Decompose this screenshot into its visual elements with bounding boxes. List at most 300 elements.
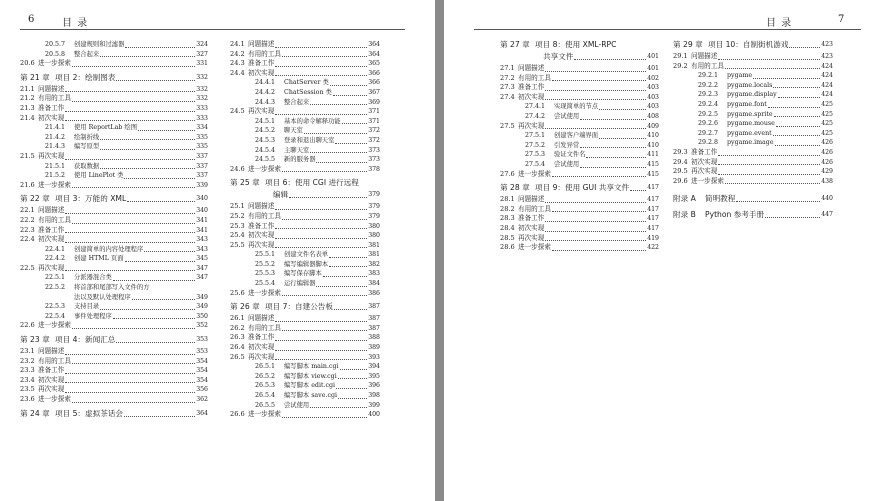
toc-entry-title: 创建规则和过滤器 xyxy=(74,41,125,48)
toc-subsection-entry[interactable] xyxy=(673,110,833,120)
toc-page-number: 426 xyxy=(821,139,833,147)
toc-entry-title: 编写脚本 main.cgi xyxy=(284,363,339,371)
toc-entry-title: 项目 3：万能的 XML xyxy=(55,194,127,204)
toc-section-entry[interactable] xyxy=(20,114,208,124)
dot-leader xyxy=(116,80,195,81)
toc-section-entry[interactable] xyxy=(673,148,833,158)
toc-subsection-entry[interactable] xyxy=(230,372,380,382)
dot-leader xyxy=(282,330,367,331)
toc-subsection-entry[interactable] xyxy=(500,112,659,122)
toc-subsection-entry[interactable] xyxy=(673,100,833,110)
toc-subsection-entry[interactable] xyxy=(230,362,380,372)
toc-subsection-entry[interactable] xyxy=(20,50,208,60)
toc-subsection-entry[interactable] xyxy=(230,126,380,136)
toc-entry-title: 引发异常 xyxy=(554,141,580,149)
toc-entry-number: 28.3 xyxy=(500,214,515,223)
dot-leader xyxy=(310,407,367,408)
toc-subsection-entry[interactable] xyxy=(673,129,833,139)
toc-subsection-entry[interactable] xyxy=(230,250,380,260)
toc-section-entry[interactable] xyxy=(20,85,208,95)
toc-entry-title: 初次实现 xyxy=(248,68,275,77)
toc-page-number: 388 xyxy=(368,334,380,342)
dot-leader xyxy=(65,382,195,383)
toc-entry-number: 25.5 xyxy=(230,240,245,249)
toc-subsection-entry[interactable] xyxy=(673,71,833,81)
toc-section-entry[interactable] xyxy=(230,165,380,175)
toc-page-number: 386 xyxy=(368,289,380,297)
toc-subsection-entry[interactable] xyxy=(20,312,208,322)
dot-leader xyxy=(725,183,820,184)
toc-page-number: 335 xyxy=(196,143,208,151)
toc-section-entry[interactable] xyxy=(500,93,659,103)
toc-subsection-entry[interactable] xyxy=(20,162,208,172)
dot-leader xyxy=(65,120,195,121)
dot-leader xyxy=(275,47,367,48)
toc-subsection-entry[interactable] xyxy=(500,150,659,160)
toc-section-entry[interactable] xyxy=(20,264,208,274)
toc-entry-title: 再次实现 xyxy=(518,233,545,242)
toc-page-number: 366 xyxy=(368,69,380,77)
right-page xyxy=(444,0,879,501)
toc-page-number: 396 xyxy=(368,382,380,390)
toc-page-number: 383 xyxy=(368,270,380,278)
toc-page-number: 333 xyxy=(196,104,208,112)
toc-section-entry[interactable] xyxy=(673,167,833,177)
dot-leader xyxy=(275,75,367,76)
toc-subsection-entry[interactable] xyxy=(230,78,380,88)
toc-subsection-entry[interactable] xyxy=(230,391,380,401)
toc-entry-title: Python 参考手册 xyxy=(705,210,765,220)
toc-section-entry[interactable] xyxy=(230,50,380,60)
toc-entry-number: 29.2.7 xyxy=(698,129,719,137)
dot-leader xyxy=(774,116,821,117)
toc-page-number: 403 xyxy=(647,93,659,101)
toc-entry-number: 29.6 xyxy=(673,176,688,185)
toc-entry-title: 再次实现 xyxy=(691,167,718,176)
toc-page-number: 393 xyxy=(368,353,380,361)
toc-section-entry[interactable] xyxy=(500,224,659,234)
toc-page-number: 337 xyxy=(196,162,208,170)
toc-section-entry[interactable] xyxy=(673,62,833,72)
toc-page-number: 331 xyxy=(196,60,208,68)
toc-page-number: 389 xyxy=(368,344,380,352)
toc-subsection-entry[interactable] xyxy=(230,381,380,391)
toc-section-entry[interactable] xyxy=(20,206,208,216)
toc-section-entry[interactable] xyxy=(230,314,380,324)
dot-leader xyxy=(113,318,195,319)
dot-leader xyxy=(275,340,367,341)
toc-subsection-entry[interactable] xyxy=(673,138,833,148)
toc-section-entry[interactable] xyxy=(500,64,659,74)
toc-entry-title: 再次实现 xyxy=(248,240,275,249)
dot-leader xyxy=(65,91,195,92)
toc-entry-number: 29.2.4 xyxy=(698,100,719,108)
toc-entry-number: 第 29 章 xyxy=(673,40,703,49)
toc-chapter-continuation[interactable] xyxy=(500,52,659,62)
toc-page-number: 440 xyxy=(821,195,833,203)
toc-subsection-entry[interactable] xyxy=(20,283,208,293)
toc-page-number: 403 xyxy=(647,103,659,111)
toc-subsection-entry[interactable] xyxy=(20,40,208,50)
dot-leader xyxy=(65,232,195,233)
toc-subsection-entry[interactable] xyxy=(20,123,208,133)
toc-subsection-entry[interactable] xyxy=(20,133,208,143)
dot-leader xyxy=(282,295,367,296)
dot-leader xyxy=(65,270,195,271)
header-title: 目 录 xyxy=(766,18,793,29)
toc-section-entry[interactable] xyxy=(20,235,208,245)
toc-entry-title: 使用 ReportLab 绘图 xyxy=(74,124,137,132)
toc-entry-title: 项目 9：使用 GUI 共享文件 xyxy=(535,183,630,193)
toc-entry-number: 24.4 xyxy=(230,68,245,77)
toc-column xyxy=(673,40,833,222)
toc-entry-title: 验证文件名 xyxy=(554,151,586,159)
toc-entry-number: 27.5.2 xyxy=(525,141,546,149)
toc-subsection-entry[interactable] xyxy=(230,146,380,156)
toc-entry-title: 再次实现 xyxy=(248,107,275,116)
toc-page-number: 327 xyxy=(196,50,208,58)
toc-entry-title: 初次实现 xyxy=(518,223,545,232)
toc-entry-number: 26.5.1 xyxy=(255,363,276,371)
toc-subsection-entry[interactable] xyxy=(230,98,380,108)
toc-appendix-entry[interactable] xyxy=(673,210,833,220)
toc-page-number: 424 xyxy=(821,81,833,89)
dot-leader xyxy=(275,359,367,360)
toc-entry-title: 项目 5：虚拟茶话会 xyxy=(55,408,123,418)
toc-section-entry[interactable] xyxy=(20,152,208,162)
toc-entry-title: 准备工作 xyxy=(248,333,275,342)
dot-leader xyxy=(124,416,195,417)
dot-leader xyxy=(316,286,367,287)
toc-entry-number: 24.5.3 xyxy=(255,136,276,144)
dot-leader xyxy=(72,223,195,224)
toc-chapter-entry[interactable] xyxy=(20,194,208,204)
toc-section-entry[interactable] xyxy=(230,353,380,363)
toc-entry-title: 编写脚本 view.cgi xyxy=(284,372,337,380)
toc-entry-number: 27.5.1 xyxy=(525,132,546,140)
toc-page-number: 411 xyxy=(647,151,659,159)
toc-column xyxy=(230,40,380,420)
toc-subsection-entry[interactable] xyxy=(230,269,380,279)
toc-page-number: 382 xyxy=(368,260,380,268)
toc-section-entry[interactable] xyxy=(230,410,380,420)
toc-page-number: 424 xyxy=(821,91,833,99)
toc-entry-number: 26.3 xyxy=(230,333,245,342)
toc-subsection-entry[interactable] xyxy=(230,260,380,270)
dot-leader xyxy=(72,187,195,188)
toc-section-entry[interactable] xyxy=(500,122,659,132)
toc-chapter-continuation[interactable] xyxy=(230,190,380,200)
dot-leader xyxy=(580,147,646,148)
toc-section-entry[interactable] xyxy=(230,289,380,299)
toc-subsection-continuation[interactable] xyxy=(20,293,208,303)
toc-entry-title: 编写保存脚本 xyxy=(284,270,322,278)
toc-page-number: 337 xyxy=(196,152,208,160)
toc-entry-number: 23.5 xyxy=(20,385,35,394)
toc-subsection-entry[interactable] xyxy=(230,401,380,411)
dot-leader xyxy=(65,159,195,160)
toc-subsection-entry[interactable] xyxy=(500,102,659,112)
toc-entry-title: 问题描述 xyxy=(38,84,65,93)
dot-leader xyxy=(338,378,367,379)
toc-entry-title: 问题描述 xyxy=(518,195,545,204)
toc-entry-number: 21.4.2 xyxy=(45,133,66,141)
toc-entry-title: 初次实现 xyxy=(518,92,545,101)
dot-leader xyxy=(65,354,195,355)
dot-leader xyxy=(552,250,646,251)
toc-section-entry[interactable] xyxy=(500,234,659,244)
toc-subsection-entry[interactable] xyxy=(500,131,659,141)
dot-leader xyxy=(545,90,646,91)
toc-chapter-entry[interactable] xyxy=(500,183,659,193)
toc-chapter-entry[interactable] xyxy=(20,73,208,83)
toc-entry-number: 26.1 xyxy=(230,314,245,323)
toc-subsection-entry[interactable] xyxy=(673,90,833,100)
toc-page-number: 425 xyxy=(821,129,833,137)
toc-section-entry[interactable] xyxy=(230,107,380,117)
toc-section-entry[interactable] xyxy=(500,205,659,215)
left-page xyxy=(0,0,435,501)
toc-page-number: 379 xyxy=(368,203,380,211)
toc-entry-title: 问题描述 xyxy=(38,206,65,215)
toc-entry-number: 25.5.1 xyxy=(255,251,276,259)
toc-entry-number: 24.2 xyxy=(230,49,245,58)
toc-page-number: 340 xyxy=(196,207,208,215)
toc-entry-title: ChatSession 类 xyxy=(284,88,332,96)
dot-leader xyxy=(323,276,367,277)
toc-page-number: 365 xyxy=(368,60,380,68)
toc-entry-number: 22.1 xyxy=(20,206,35,215)
toc-entry-number: 25.5.4 xyxy=(255,280,276,288)
dot-leader xyxy=(725,68,820,69)
dot-leader xyxy=(580,119,646,120)
toc-section-entry[interactable] xyxy=(20,59,208,69)
dot-leader xyxy=(574,59,646,60)
dot-leader xyxy=(330,85,367,86)
toc-section-entry[interactable] xyxy=(230,59,380,69)
toc-entry-number: 22.5.3 xyxy=(45,303,66,311)
toc-entry-number: 25.5.2 xyxy=(255,260,276,268)
dot-leader xyxy=(329,257,367,258)
toc-entry-title: 问题描述 xyxy=(38,347,65,356)
toc-section-entry[interactable] xyxy=(20,321,208,331)
toc-page-number: 332 xyxy=(196,95,208,103)
toc-chapter-entry[interactable] xyxy=(500,40,659,50)
toc-section-entry[interactable] xyxy=(20,181,208,191)
toc-page-number: 333 xyxy=(196,114,208,122)
toc-section-entry[interactable] xyxy=(20,357,208,367)
toc-section-entry[interactable] xyxy=(230,324,380,334)
toc-entry-number: 29.1 xyxy=(673,52,688,60)
toc-appendix-entry[interactable] xyxy=(673,194,833,204)
toc-entry-title: 项目 2：绘制图表 xyxy=(55,72,116,82)
toc-subsection-entry[interactable] xyxy=(20,254,208,264)
toc-entry-number: 27.6 xyxy=(500,169,515,178)
toc-chapter-entry[interactable] xyxy=(230,302,380,312)
toc-entry-title: 有用的工具 xyxy=(248,49,281,58)
toc-section-entry[interactable] xyxy=(500,74,659,84)
toc-entry-title: 有用的工具 xyxy=(248,323,281,332)
toc-entry-title: 再次实现 xyxy=(38,263,65,272)
toc-section-entry[interactable] xyxy=(673,158,833,168)
toc-section-entry[interactable] xyxy=(230,343,380,353)
toc-section-entry[interactable] xyxy=(230,202,380,212)
toc-entry-title: 进一步探索 xyxy=(518,243,551,252)
toc-entry-number: 26.5.3 xyxy=(255,382,276,390)
toc-entry-title: 准备工作 xyxy=(38,366,65,375)
dot-leader xyxy=(65,392,195,393)
toc-section-entry[interactable] xyxy=(20,385,208,395)
toc-subsection-entry[interactable] xyxy=(673,119,833,129)
toc-section-entry[interactable] xyxy=(20,366,208,376)
page-header xyxy=(0,0,435,30)
toc-subsection-entry[interactable] xyxy=(20,171,208,181)
toc-entry-number: 26.4 xyxy=(230,343,245,352)
toc-entry-title: 简明教程 xyxy=(705,194,736,204)
toc-entry-title: 准备工作 xyxy=(38,103,65,112)
toc-page-number: 384 xyxy=(368,280,380,288)
toc-section-entry[interactable] xyxy=(20,226,208,236)
toc-page-number: 369 xyxy=(368,98,380,106)
dot-leader xyxy=(282,56,367,57)
toc-subsection-entry[interactable] xyxy=(500,160,659,170)
toc-entry-title: 支持目录 xyxy=(74,303,100,311)
toc-section-entry[interactable] xyxy=(673,52,833,62)
toc-page-number: 354 xyxy=(196,357,208,365)
toc-entry-title: 整合起来 xyxy=(74,50,100,58)
page-number: 6 xyxy=(28,14,36,25)
toc-entry-title: 有用的工具 xyxy=(38,94,71,103)
toc-page-number: 378 xyxy=(368,165,380,173)
dot-leader xyxy=(275,350,367,351)
toc-section-entry[interactable] xyxy=(20,395,208,405)
toc-section-entry[interactable] xyxy=(20,216,208,226)
book-gutter xyxy=(435,0,444,501)
toc-entry-number: 22.6 xyxy=(20,321,35,330)
toc-subsection-entry[interactable] xyxy=(230,88,380,98)
toc-page-number: 408 xyxy=(647,112,659,120)
toc-entry-number: 24.4.1 xyxy=(255,79,276,87)
dot-leader xyxy=(778,97,820,98)
toc-subsection-entry[interactable] xyxy=(20,273,208,283)
toc-section-entry[interactable] xyxy=(20,104,208,114)
toc-section-entry[interactable] xyxy=(500,214,659,224)
toc-entry-title: 尝试使用 xyxy=(554,160,580,168)
dot-leader xyxy=(776,126,820,127)
toc-entry-number: 23.3 xyxy=(20,366,35,375)
toc-entry-number: 22.5.1 xyxy=(45,274,66,282)
toc-section-entry[interactable] xyxy=(20,376,208,386)
toc-entry-number: 24.5 xyxy=(230,107,245,116)
toc-chapter-entry[interactable] xyxy=(20,335,208,345)
toc-entry-number: 附录 A xyxy=(673,194,696,204)
toc-section-entry[interactable] xyxy=(500,170,659,180)
dot-leader xyxy=(72,402,195,403)
toc-subsection-entry[interactable] xyxy=(230,136,380,146)
toc-entry-title: 共享文件 xyxy=(543,52,574,61)
toc-entry-number: 21.4.3 xyxy=(45,143,66,151)
toc-chapter-entry[interactable] xyxy=(673,40,833,50)
toc-page-number: 381 xyxy=(368,241,380,249)
toc-entry-number: 第 28 章 xyxy=(500,183,530,193)
dot-leader xyxy=(765,217,820,218)
toc-entry-number: 26.6 xyxy=(230,410,245,419)
toc-entry-title: 初次实现 xyxy=(691,157,718,166)
dot-leader xyxy=(72,328,195,329)
dot-leader xyxy=(275,66,367,67)
dot-leader xyxy=(132,299,196,300)
toc-entry-number: 29.2.5 xyxy=(698,110,719,118)
toc-entry-number: 29.2.3 xyxy=(698,91,719,99)
toc-section-entry[interactable] xyxy=(230,231,380,241)
toc-entry-number: 27.1 xyxy=(500,64,515,72)
toc-entry-number: 24.1 xyxy=(230,40,245,48)
toc-section-entry[interactable] xyxy=(20,94,208,104)
toc-page-number: 373 xyxy=(368,146,380,154)
toc-section-entry[interactable] xyxy=(230,241,380,251)
toc-entry-number: 22.4.2 xyxy=(45,255,66,263)
toc-entry-title: 项目 6：使用 CGI 进行远程 xyxy=(265,178,359,188)
dot-leader xyxy=(100,149,195,150)
toc-section-entry[interactable] xyxy=(230,69,380,79)
toc-subsection-entry[interactable] xyxy=(20,302,208,312)
toc-section-entry[interactable] xyxy=(500,83,659,93)
toc-section-entry[interactable] xyxy=(230,333,380,343)
toc-section-entry[interactable] xyxy=(230,212,380,222)
toc-page-number: 447 xyxy=(821,211,833,219)
toc-page-number: 425 xyxy=(821,100,833,108)
toc-section-entry[interactable] xyxy=(500,243,659,253)
toc-section-entry[interactable] xyxy=(230,40,380,50)
toc-section-entry[interactable] xyxy=(500,195,659,205)
toc-subsection-entry[interactable] xyxy=(230,155,380,165)
toc-entry-number: 29.2.1 xyxy=(698,72,719,80)
toc-chapter-entry[interactable] xyxy=(20,409,208,419)
toc-subsection-entry[interactable] xyxy=(20,142,208,152)
toc-section-entry[interactable] xyxy=(230,222,380,232)
toc-entry-title: 使用 LinePlot 类 xyxy=(74,172,124,180)
toc-section-entry[interactable] xyxy=(20,347,208,357)
dot-leader xyxy=(275,321,367,322)
toc-page-number: 402 xyxy=(647,74,659,82)
toc-subsection-entry[interactable] xyxy=(230,279,380,289)
dot-leader xyxy=(72,101,195,102)
toc-entry-title: 基本的命令解释功能 xyxy=(284,117,341,125)
dot-leader xyxy=(310,104,367,105)
toc-entry-title: 进一步探索 xyxy=(691,176,724,185)
toc-subsection-entry[interactable] xyxy=(673,81,833,91)
toc-subsection-entry[interactable] xyxy=(230,117,380,127)
toc-subsection-entry[interactable] xyxy=(20,245,208,255)
dot-leader xyxy=(65,242,195,243)
dot-leader xyxy=(333,95,367,96)
toc-entry-number: 26.5.4 xyxy=(255,392,276,399)
toc-page-number: 362 xyxy=(196,396,208,403)
dot-leader xyxy=(100,309,195,310)
toc-entry-number: 21.5 xyxy=(20,151,35,160)
toc-page-number: 426 xyxy=(821,158,833,166)
dot-leader xyxy=(586,157,646,158)
toc-entry-number: 23.4 xyxy=(20,375,35,384)
toc-section-entry[interactable] xyxy=(673,177,833,187)
toc-entry-number: 27.2 xyxy=(500,73,515,82)
dot-leader xyxy=(65,213,195,214)
toc-subsection-entry[interactable] xyxy=(500,141,659,151)
dot-leader xyxy=(545,221,646,222)
dot-leader xyxy=(630,190,646,191)
dot-leader xyxy=(144,251,195,252)
toc-chapter-entry[interactable] xyxy=(230,178,380,188)
